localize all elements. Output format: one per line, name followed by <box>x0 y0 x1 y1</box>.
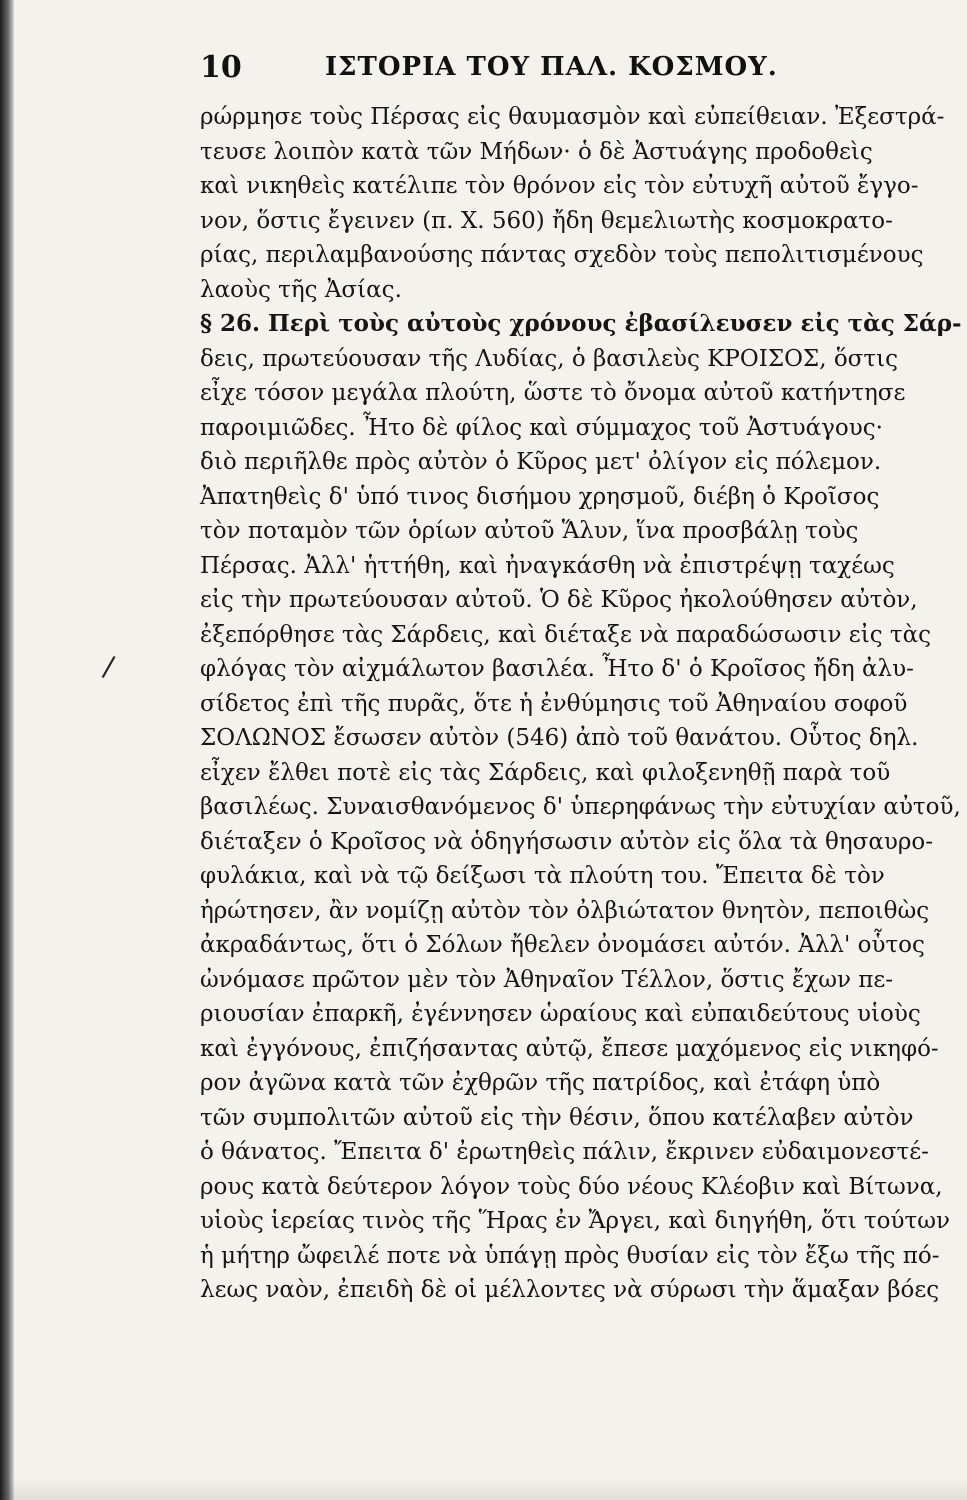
binding-shadow <box>0 0 14 1500</box>
text-line: ὠνόμασε πρῶτον μὲν τὸν Ἀθηναῖον Τέλλον, ὅστις ἔχων πε- <box>200 966 894 993</box>
text-line: ρίας, περιλαμβανούσης πάντας σχεδὸν τοὺς πεπολιτισμένους <box>200 242 924 268</box>
text-line: υἱοὺς ἱερείας τινὸς τῆς Ἥρας ἐν Ἄργει, καὶ διηγήθη, ὅτι τούτων <box>200 1208 950 1234</box>
text-line: ΣΟΛΩΝΟΣ ἔσωσεν αὐτὸν (546) ἀπὸ τοῦ θανάτου. Οὗτος δηλ. <box>200 725 919 751</box>
text-line: εἶχε τόσον μεγάλα πλούτη, ὥστε τὸ ὄνομα αὐτοῦ κατήντησε <box>200 380 906 406</box>
page-bottom-shade <box>0 1478 967 1500</box>
text-line: παροιμιῶδες. Ἦτο δὲ φίλος καὶ σύμμαχος τοῦ Ἀστυάγους· <box>200 414 883 441</box>
text-line: ἀκραδάντως, ὅτι ὁ Σόλων ἤθελεν ὀνομάσει αὐτόν. Ἀλλ' οὗτος <box>200 932 925 958</box>
text-line: ρώρμησε τοὺς Πέρσας εἰς θαυμασμὸν καὶ εὐπείθειαν. Ἐξεστρά- <box>200 104 945 130</box>
text-line: καὶ ἐγγόνους, ἐπιζήσαντας αὐτῷ, ἔπεσε μαχόμενος εἰς νικηφό- <box>200 1035 939 1062</box>
text-line: καὶ νικηθεὶς κατέλιπε τὸν θρόνον εἰς τὸν εὐτυχῆ αὐτοῦ ἔγγο- <box>200 173 919 199</box>
text-line: νον, ὅστις ἔγεινεν (π. Χ. 560) ἤδη θεμελιωτὴς κοσμοκρατο- <box>200 207 893 234</box>
margin-pencil-mark: / <box>100 649 117 684</box>
text-line: ἐξεπόρθησε τὰς Σάρδεις, καὶ διέταξε νὰ παραδώσωσιν εἰς τὰς <box>200 621 932 648</box>
text-line: ρους κατὰ δεύτερον λόγον τοὺς δύο νέους Κλέοβιν καὶ Βίτωνα, <box>200 1173 943 1200</box>
text-line: Ἀπατηθεὶς δ' ὑπό τινος δισήμου χρησμοῦ, διέβη ὁ Κροῖσος <box>200 483 880 510</box>
text-line: διέταξεν ὁ Κροῖσος νὰ ὁδηγήσωσιν αὐτὸν εἰς ὅλα τὰ θησαυρο- <box>200 828 933 855</box>
text-line: φλόγας τὸν αἰχμάλωτον βασιλέα. Ἦτο δ' ὁ Κροῖσος ἤδη ἀλυ- <box>200 656 914 682</box>
text-line: τευσε λοιπὸν κατὰ τῶν Μήδων· ὁ δὲ Ἀστυάγης προδοθεὶς <box>200 138 873 165</box>
text-line: ἡ μήτηρ ὤφειλέ ποτε νὰ ὑπάγῃ πρὸς θυσίαν εἰς τὸν ἔξω τῆς πό- <box>200 1242 940 1269</box>
text-line: εἰς τὴν πρωτεύουσαν αὐτοῦ. Ὁ δὲ Κῦρος ἠκολούθησεν αὐτὸν, <box>200 587 918 613</box>
text-line: σίδετος ἐπὶ τῆς πυρᾶς, ὅτε ἡ ἐνθύμησις τοῦ Ἀθηναίου σοφοῦ <box>200 690 908 717</box>
body-text <box>200 100 962 1308</box>
text-line: ὁ θάνατος. Ἔπειτα δ' ἐρωτηθεὶς πάλιν, ἔκρινεν εὐδαιμονεστέ- <box>200 1139 929 1165</box>
text-line: φυλάκια, καὶ νὰ τῷ δείξωσι τὰ πλούτη του. Ἔπειτα δὲ τὸν <box>200 863 885 889</box>
text-line: τὸν ποταμὸν τῶν ὁρίων αὐτοῦ Ἅλυν, ἵνα προσβάλῃ τοὺς <box>200 518 859 544</box>
text-line: τῶν συμπολιτῶν αὐτοῦ εἰς τὴν θέσιν, ὅπου κατέλαβεν αὐτὸν <box>200 1104 914 1131</box>
text-line: λαοὺς τῆς Ἀσίας. <box>200 276 402 303</box>
text-line: ριουσίαν ἐπαρκῆ, ἐγέννησεν ὡραίους καὶ εὐπαιδεύτους υἱοὺς <box>200 1001 921 1027</box>
text-line: δεις, πρωτεύουσαν τῆς Λυδίας, ὁ βασιλεὺς ΚΡΟΙΣΟΣ, ὅστις <box>200 345 898 372</box>
text-line: διὸ περιῆλθε πρὸς αὐτὸν ὁ Κῦρος μετ' ὀλίγον εἰς πόλεμον. <box>200 449 882 475</box>
text-line: λεως ναὸν, ἐπειδὴ δὲ οἱ μέλλοντες νὰ σύρωσι τὴν ἅμαξαν βόες <box>200 1277 940 1303</box>
page-number: 10 <box>200 50 242 85</box>
running-title: ΙΣΤΟΡΙΑ ΤΟΥ ΠΑΛ. ΚΟΣΜΟΥ. <box>325 52 778 82</box>
page-header <box>200 50 860 96</box>
text-line: Πέρσας. Ἀλλ' ἡττήθη, καὶ ἠναγκάσθη νὰ ἐπιστρέψῃ ταχέως <box>200 552 895 579</box>
text-line: εἶχεν ἔλθει ποτὲ εἰς τὰς Σάρδεις, καὶ φιλοξενηθῇ παρὰ τοῦ <box>200 759 891 786</box>
text-line: ρον ἀγῶνα κατὰ τῶν ἐχθρῶν τῆς πατρίδος, καὶ ἐτάφη ὑπὸ <box>200 1070 881 1096</box>
section-heading-line: § 26. Περὶ τοὺς αὐτοὺς χρόνους ἐβασίλευσεν εἰς τὰς Σάρ- <box>200 310 962 337</box>
text-line: βασιλέως. Συναισθανόμενος δ' ὑπερηφάνως τὴν εὐτυχίαν αὐτοῦ, <box>200 794 961 820</box>
text-line: ἠρώτησεν, ἂν νομίζῃ αὐτὸν τὸν ὀλβιώτατον θνητὸν, πεποιθὼς <box>200 897 930 924</box>
